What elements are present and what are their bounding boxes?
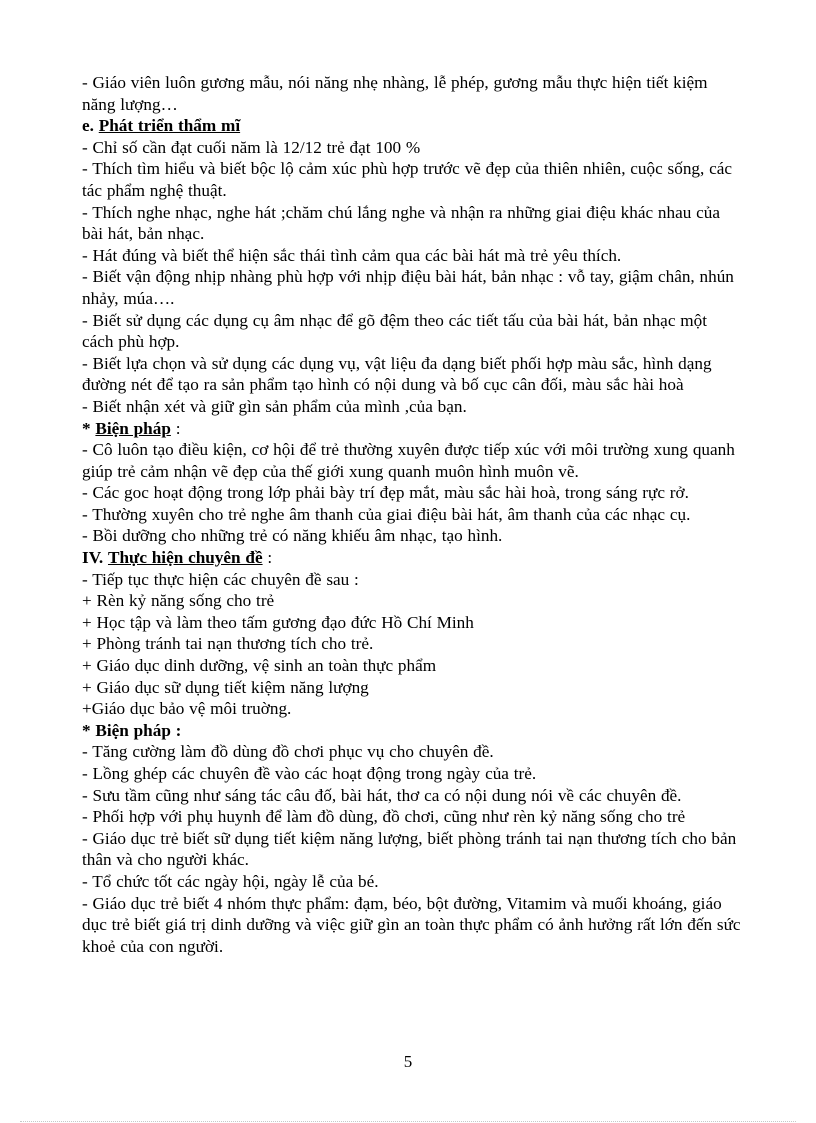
section-heading-iv xyxy=(82,547,742,569)
list-item: - Chỉ số cần đạt cuối năm là 12/12 trẻ đạt 100 % xyxy=(82,137,421,157)
section-title: Phát triển thẩm mĩ xyxy=(98,116,241,136)
list-item: - Tăng cường làm đồ dùng đồ chơi phục vụ cho chuyên đề. xyxy=(82,742,494,762)
list-item: + Rèn kỷ năng sống cho trẻ xyxy=(82,591,275,611)
section-title: Thực hiện chuyên đề xyxy=(107,548,263,568)
section-heading-e xyxy=(82,115,742,137)
list-item: - Cô luôn tạo điều kiện, cơ hội để trẻ thường xuyên được tiếp xúc với môi trường xung quanh giúp trẻ cảm nhận vẽ đẹp của thế giới xung quanh muôn hình muôn vẽ. xyxy=(82,440,735,481)
list-item: + Học tập và làm theo tấm gương đạo đức Hồ Chí Minh xyxy=(82,612,474,632)
list-item: + Giáo dục dinh dưỡng, vệ sinh an toàn thực phẩm xyxy=(82,656,437,676)
list-item: - Lồng ghép các chuyên đề vào các hoạt động trong ngày của trẻ. xyxy=(82,764,537,783)
paragraph: - Giáo viên luôn gương mẫu, nói năng nhẹ nhàng, lễ phép, gương mẫu thực hiện tiết kiệm năng lượng… xyxy=(82,73,708,114)
star-marker: * xyxy=(82,418,91,438)
list-item: - Bồi dưỡng cho những trẻ có năng khiếu âm nhạc, tạo hình. xyxy=(82,526,503,546)
list-item: - Tiếp tục thực hiện các chuyên đề sau : xyxy=(82,569,359,589)
list-item: - Hát đúng và biết thể hiện sắc thái tình cảm qua các bài hát mà trẻ yêu thích. xyxy=(82,245,622,265)
list-item: - Sưu tầm cũng như sáng tác câu đố, bài hát, thơ ca có nội dung nói về các chuyên đề. xyxy=(82,785,682,805)
bien-phap-suffix: : xyxy=(170,418,181,438)
section-suffix: : xyxy=(262,548,273,568)
list-item: - Thích tìm hiểu và biết bộc lộ cảm xúc phù hợp trước vẽ đẹp của thiên nhiên, cuộc sống, các tác phẩm nghệ thuật. xyxy=(82,159,732,200)
page-number: 5 xyxy=(403,1052,413,1071)
list-item: - Các goc hoạt động trong lớp phải bày trí đẹp mắt, màu sắc hài hoà, trong sáng rực rở. xyxy=(82,483,689,503)
list-item: - Biết lựa chọn và sử dụng các dụng vụ, vật liệu đa dạng biết phối hợp màu sắc, hình dạng đường nét để tạo ra sản phẩm tạo hình có nội dung và bố cục cân đối, màu sắc hài hoà xyxy=(82,353,712,395)
section-prefix: e. xyxy=(82,116,94,136)
list-item: - Giáo dục trẻ biết 4 nhóm thực phẩm: đạm, béo, bột đường, Vitamim và muối khoáng, giáo dục trẻ biết giá trị dinh dưỡng và việc giữ gìn an toàn thực phẩm có ảnh hưởng rất lớn đến sức khoẻ của con người. xyxy=(82,893,741,956)
list-item: - Phối hợp với phụ huynh để làm đồ dùng, đồ chơi, cũng như rèn kỷ năng sống cho trẻ xyxy=(82,807,686,827)
list-item: - Biết nhận xét và giữ gìn sản phẩm của mình ,của bạn. xyxy=(82,396,467,416)
document-page xyxy=(82,72,742,957)
page-bottom-divider xyxy=(20,1121,796,1122)
list-item: - Giáo dục trẻ biết sữ dụng tiết kiệm năng lượng, biết phòng tránh tai nạn thương tích cho bản thân và cho người khác. xyxy=(82,828,737,870)
list-item: + Phòng tránh tai nạn thương tích cho trẻ. xyxy=(82,634,374,654)
list-item: - Thường xuyên cho trẻ nghe âm thanh của giai điệu bài hát, âm thanh của các nhạc cụ. xyxy=(82,504,691,524)
list-item: - Biết sử dụng các dụng cụ âm nhạc để gõ đệm theo các tiết tấu của bài hát, bản nhạc một cách phù hợp. xyxy=(82,310,707,352)
bien-phap-heading-2: * Biện pháp : xyxy=(82,720,182,740)
bien-phap-heading-1 xyxy=(82,418,742,440)
bien-phap-title: Biện pháp xyxy=(95,418,171,438)
list-item: + Giáo dục sữ dụng tiết kiệm năng lượng xyxy=(82,677,369,697)
list-item: +Giáo dục bảo vệ môi truờng. xyxy=(82,699,292,719)
section-prefix: IV. xyxy=(82,548,104,568)
list-item: - Thích nghe nhạc, nghe hát ;chăm chú lắng nghe và nhận ra những giai điệu khác nhau của bài hát, bản nhạc. xyxy=(82,202,720,244)
list-item: - Biết vận động nhịp nhàng phù hợp với nhịp điệu bài hát, bản nhạc : vỗ tay, giậm chân, nhún nhảy, múa…. xyxy=(82,267,734,308)
list-item: - Tổ chức tốt các ngày hội, ngày lễ của bé. xyxy=(82,871,379,891)
